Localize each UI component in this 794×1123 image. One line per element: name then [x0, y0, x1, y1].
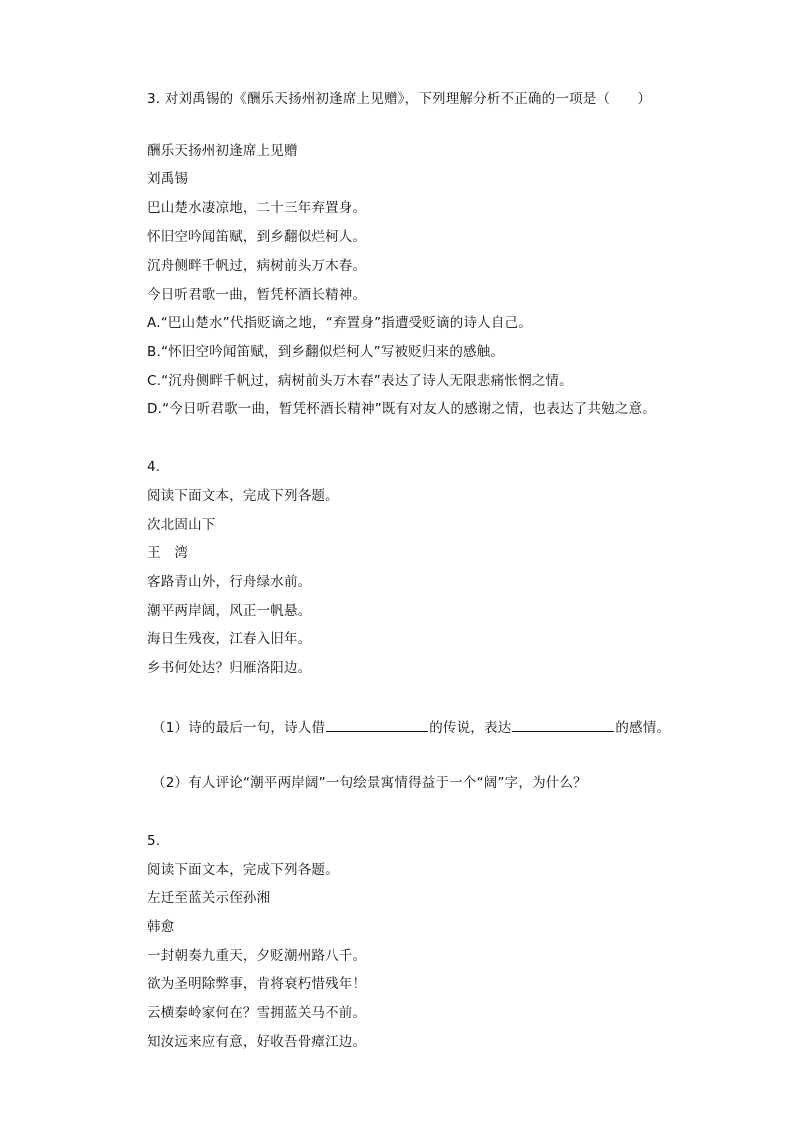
q4-sub1-text-part1: （1）诗的最后一句，诗人借 — [152, 720, 326, 736]
q3-poem-line: 沉舟侧畔千帆过，病树前头万木春。 — [147, 258, 367, 274]
q5-poem-author: 韩愈 — [147, 919, 175, 935]
q5-poem-line: 欲为圣明除弊事，肯将衰朽惜残年！ — [147, 976, 367, 992]
q3-question: 3. 对刘禹锡的《酬乐天扬州初逢席上见赠》，下列理解分析不正确的一项是（ ） — [147, 91, 652, 107]
q3-poem-title: 酬乐天扬州初逢席上见赠 — [147, 143, 298, 159]
q4-sub-question-2: （2）有人评论“潮平两岸阔”一句绘景寓情得益于一个“阔”字，为什么？ — [152, 775, 587, 791]
q4-instruction: 阅读下面文本，完成下列各题。 — [147, 488, 339, 504]
q4-poem-line: 海日生残夜，江春入旧年。 — [147, 631, 312, 647]
q5-poem-title: 左迁至蓝关示侄孙湘 — [147, 890, 271, 906]
q4-poem-line: 潮平两岸阔，风正一帆悬。 — [147, 603, 312, 619]
q5-poem-line: 一封朝奏九重天，夕贬潮州路八千。 — [147, 948, 367, 964]
q4-sub1-text-part2: 的传说，表达 — [429, 720, 512, 736]
q4-number: 4. — [147, 459, 161, 475]
q3-option-a: A.“巴山楚水”代指贬谪之地，“弃置身”指遭受贬谪的诗人自己。 — [147, 315, 532, 331]
q3-poem-line: 巴山楚水凄凉地，二十三年弃置身。 — [147, 200, 367, 216]
q3-poem-author: 刘禹锡 — [147, 171, 189, 187]
q5-poem-line: 云横秦岭家何在？雪拥蓝关马不前。 — [147, 1005, 367, 1021]
q5-poem-line: 知汝远来应有意，好收吾骨瘴江边。 — [147, 1034, 367, 1050]
q4-poem-line: 乡书何处达？归雁洛阳边。 — [147, 660, 312, 676]
answer-blank-2[interactable] — [512, 717, 614, 732]
q3-poem-line: 今日听君歌一曲，暂凭杯酒长精神。 — [147, 287, 367, 303]
q3-option-b: B.“怀旧空吟闻笛赋，到乡翻似烂柯人”写被贬归来的感触。 — [147, 344, 505, 360]
q5-number: 5. — [147, 833, 161, 849]
q4-poem-title: 次北固山下 — [147, 517, 216, 533]
q3-option-c: C.“沉舟侧畔千帆过，病树前头万木春”表达了诗人无限悲痛怅惘之情。 — [147, 373, 573, 389]
q4-sub1-text-part3: 的感情。 — [615, 720, 671, 736]
q5-instruction: 阅读下面文本，完成下列各题。 — [147, 862, 339, 878]
q3-poem-line: 怀旧空吟闻笛赋，到乡翻似烂柯人。 — [147, 229, 367, 245]
answer-blank-1[interactable] — [326, 717, 428, 732]
q4-poem-author: 王 湾 — [147, 545, 189, 561]
q4-sub-question-1 — [152, 717, 670, 737]
q4-poem-line: 客路青山外，行舟绿水前。 — [147, 574, 312, 590]
q3-option-d: D.“今日听君歌一曲，暂凭杯酒长精神”既有对友人的感谢之情，也表达了共勉之意。 — [147, 401, 656, 417]
